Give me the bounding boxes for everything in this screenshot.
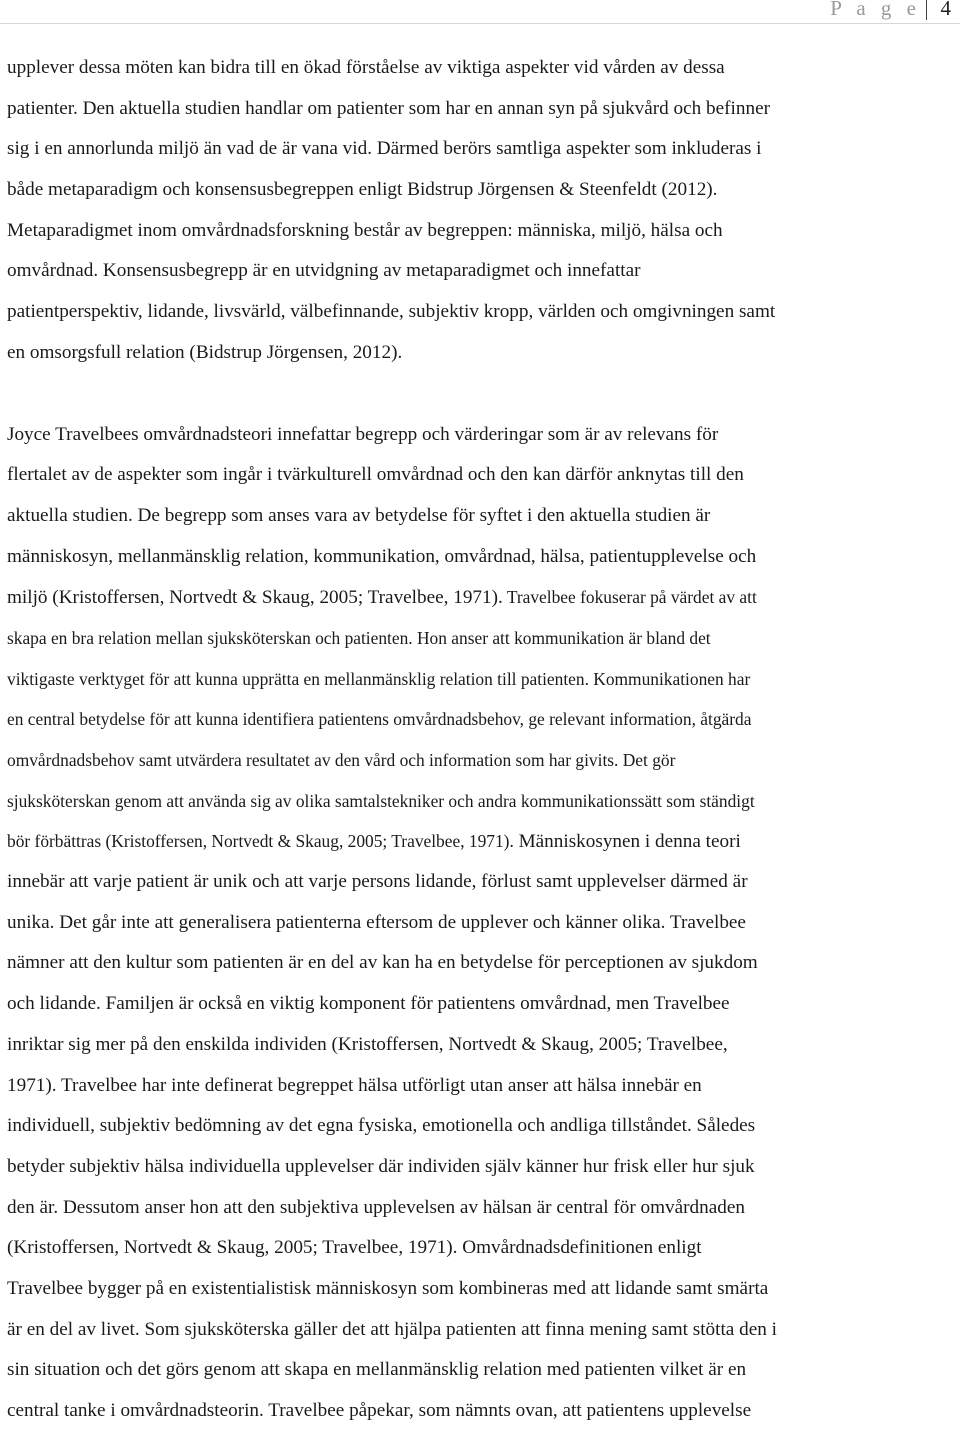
text-line: (Kristoffersen, Nortvedt & Skaug, 2005; Travelbee, 1971). Omvårdnadsdefinitionen enligt [7, 1237, 702, 1259]
text-line: är en del av livet. Som sjuksköterska gäller det att hjälpa patienten att finna mening samt stötta den i [7, 1318, 777, 1340]
text-line: central tanke i omvårdnadsteorin. Travelbee påpekar, som nämnts ovan, att patientens upplevelse [7, 1400, 752, 1421]
text-segment-small: Travelbee fokuserar på värdet av att [502, 587, 757, 608]
text-line: betyder subjektiv hälsa individuella upplevelser där individen själv känner hur frisk eller hur sjuk [7, 1155, 755, 1177]
text-line [7, 577, 957, 618]
text-line: upplever dessa möten kan bidra till en ökad förståelse av viktiga aspekter vid vården av dessa [7, 57, 725, 78]
text-line: Joyce Travelbees omvårdnadsteori innefattar begrepp och värderingar som är av relevans för [7, 423, 719, 445]
paragraph-2 [7, 415, 957, 1432]
text-line: individuell, subjektiv bedömning av det egna fysiska, emotionella och andliga tillståndet. Således [7, 1115, 756, 1137]
text-line: och lidande. Familjen är också en viktig komponent för patientens omvårdnad, men Travelbee [7, 993, 730, 1015]
text-segment: miljö (Kristoffersen, Nortvedt & Skaug, 2005; Travelbee, 1971). [7, 587, 503, 609]
text-line: omvårdnadsbehov samt utvärdera resultatet av den vård och information som har givits. Det gör [7, 750, 676, 770]
text-line: Travelbee bygger på en existentialistisk människosyn som kombineras med att lidande samt smärta [7, 1277, 769, 1299]
text-line: sin situation och det görs genom att skapa en mellanmänsklig relation med patienten vilket är en [7, 1359, 747, 1381]
text-line: aktuella studien. De begrepp som anses vara av betydelse för syftet i den aktuella studien är [7, 504, 711, 526]
text-line: en central betydelse för att kunna identifiera patientens omvårdnadsbehov, ge relevant information, åtgärda [7, 709, 752, 730]
text-line: Metaparadigmet inom omvårdnadsforskning består av begreppen: människa, miljö, hälsa och [7, 219, 723, 241]
page-header [0, 0, 960, 24]
text-line: både metaparadigm och konsensusbegreppen enligt Bidstrup Jörgensen & Steenfeldt (2012). [7, 179, 718, 201]
text-line: 1971). Travelbee har inte definerat begreppet hälsa utförligt utan anser att hälsa innebär en [7, 1074, 702, 1096]
text-line: sig i en annorlunda miljö än vad de är vana vid. Därmed berörs samtliga aspekter som inkluderas i [7, 138, 762, 160]
text-line: den är. Dessutom anser hon att den subjektiva upplevelsen av hälsan är central för omvårdnaden [7, 1196, 745, 1218]
text-line: patientperspektiv, lidande, livsvärld, välbefinnande, subjektiv kropp, världen och omgivningen samt [7, 301, 776, 323]
text-line: viktigaste verktyget för att kunna upprätta en mellanmänsklig relation till patienten. Kommunikationen har [7, 668, 751, 689]
text-line: människosyn, mellanmänsklig relation, kommunikation, omvårdnad, hälsa, patientupplevelse och [7, 545, 757, 567]
text-segment: Människosynen i denna teori [513, 831, 741, 853]
page-separator [926, 0, 927, 20]
page-number: 4 [940, 0, 951, 20]
text-line: inriktar sig mer på den enskilda individen (Kristoffersen, Nortvedt & Skaug, 2005; Travelbee, [7, 1033, 728, 1055]
paragraph-spacer [7, 374, 957, 415]
text-line: en omsorgsfull relation (Bidstrup Jörgensen, 2012). [7, 341, 403, 363]
text-line: patienter. Den aktuella studien handlar om patienter som har en annan syn på sjukvård och befinner [7, 97, 770, 119]
text-line [7, 821, 957, 862]
document-body [7, 48, 957, 1432]
text-line: omvårdnad. Konsensusbegrepp är en utvidgning av metaparadigmet och innefattar [7, 260, 641, 282]
text-line: flertalet av de aspekter som ingår i tvärkulturell omvårdnad och den kan därför anknytas till den [7, 464, 744, 486]
text-segment-small: bör förbättras (Kristoffersen, Nortvedt & Skaug, 2005; Travelbee, 1971). [7, 831, 514, 852]
text-line: nämner att den kultur som patienten är en del av kan ha en betydelse för perceptionen av sjukdom [7, 952, 758, 974]
paragraph-1 [7, 48, 957, 374]
text-line: skapa en bra relation mellan sjuksköterskan och patienten. Hon anser att kommunikation är bland det [7, 627, 711, 648]
text-line: sjuksköterskan genom att använda sig av olika samtalstekniker och andra kommunikationssätt som ständigt [7, 790, 755, 811]
page-label: P a g e [830, 0, 921, 20]
text-line: innebär att varje patient är unik och att varje persons lidande, förlust samt upplevelser därmed är [7, 871, 748, 893]
text-line: unika. Det går inte att generalisera patienterna eftersom de upplever och känner olika. Travelbee [7, 911, 746, 933]
